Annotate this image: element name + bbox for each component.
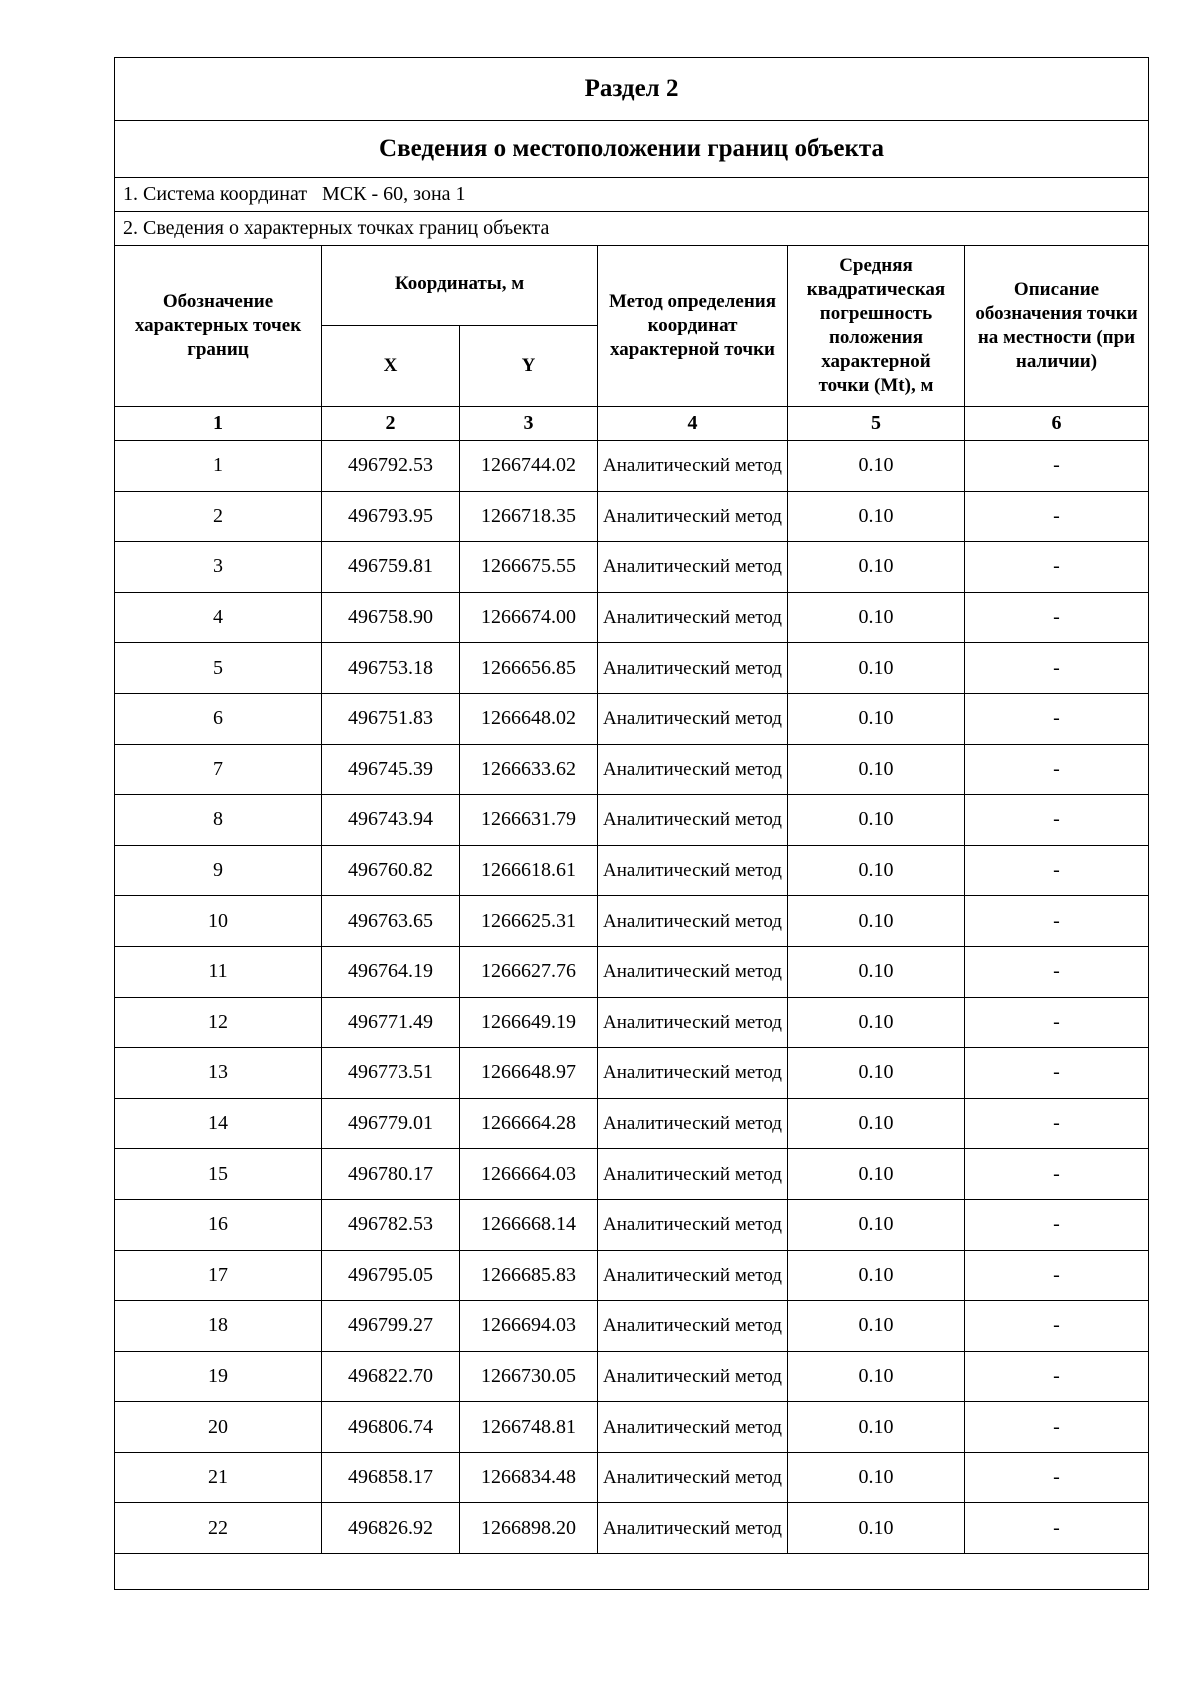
point-number-cell: 19 <box>115 1351 322 1402</box>
error-cell: 0.10 <box>788 643 965 694</box>
table-row <box>115 896 1149 947</box>
description-cell: - <box>965 1098 1149 1149</box>
error-cell: 0.10 <box>788 1250 965 1301</box>
method-cell: Аналитический метод <box>598 1048 788 1099</box>
x-coordinate-cell: 496792.53 <box>322 441 460 492</box>
error-cell: 0.10 <box>788 441 965 492</box>
boundary-points-document <box>114 57 1149 1590</box>
y-coordinate-cell: 1266633.62 <box>460 744 598 795</box>
method-cell: Аналитический метод <box>598 592 788 643</box>
empty-row <box>115 1554 1149 1590</box>
point-number-cell: 8 <box>115 795 322 846</box>
point-number-cell: 4 <box>115 592 322 643</box>
description-cell: - <box>965 1250 1149 1301</box>
description-cell: - <box>965 1149 1149 1200</box>
table-row <box>115 1048 1149 1099</box>
error-cell: 0.10 <box>788 592 965 643</box>
point-number-cell: 18 <box>115 1301 322 1352</box>
point-number-cell: 7 <box>115 744 322 795</box>
y-coordinate-cell: 1266648.02 <box>460 693 598 744</box>
description-cell: - <box>965 491 1149 542</box>
method-cell: Аналитический метод <box>598 491 788 542</box>
description-cell: - <box>965 1351 1149 1402</box>
column-number-row <box>115 407 1149 441</box>
description-cell: - <box>965 1402 1149 1453</box>
table-row <box>115 946 1149 997</box>
point-number-cell: 20 <box>115 1402 322 1453</box>
error-cell: 0.10 <box>788 1351 965 1402</box>
description-cell: - <box>965 1048 1149 1099</box>
x-coordinate-cell: 496782.53 <box>322 1199 460 1250</box>
table-row <box>115 997 1149 1048</box>
x-coordinate-cell: 496745.39 <box>322 744 460 795</box>
x-coordinate-cell: 496799.27 <box>322 1301 460 1352</box>
table-row <box>115 1452 1149 1503</box>
point-number-cell: 2 <box>115 491 322 542</box>
error-cell: 0.10 <box>788 896 965 947</box>
error-cell: 0.10 <box>788 997 965 1048</box>
y-coordinate-cell: 1266685.83 <box>460 1250 598 1301</box>
y-coordinate-cell: 1266898.20 <box>460 1503 598 1554</box>
table-row <box>115 1402 1149 1453</box>
y-coordinate-cell: 1266625.31 <box>460 896 598 947</box>
table-row <box>115 1301 1149 1352</box>
table-row <box>115 795 1149 846</box>
method-cell: Аналитический метод <box>598 795 788 846</box>
y-coordinate-cell: 1266718.35 <box>460 491 598 542</box>
x-coordinate-cell: 496760.82 <box>322 845 460 896</box>
x-coordinate-cell: 496806.74 <box>322 1402 460 1453</box>
error-cell: 0.10 <box>788 1503 965 1554</box>
column-number: 3 <box>460 407 598 441</box>
x-coordinate-cell: 496780.17 <box>322 1149 460 1200</box>
y-coordinate-cell: 1266618.61 <box>460 845 598 896</box>
table-row <box>115 643 1149 694</box>
y-coordinate-cell: 1266627.76 <box>460 946 598 997</box>
method-cell: Аналитический метод <box>598 1250 788 1301</box>
error-cell: 0.10 <box>788 491 965 542</box>
point-number-cell: 17 <box>115 1250 322 1301</box>
description-cell: - <box>965 693 1149 744</box>
description-cell: - <box>965 542 1149 593</box>
x-coordinate-cell: 496858.17 <box>322 1452 460 1503</box>
error-cell: 0.10 <box>788 845 965 896</box>
column-number: 2 <box>322 407 460 441</box>
table-row <box>115 845 1149 896</box>
method-cell: Аналитический метод <box>598 1351 788 1402</box>
table-row <box>115 1199 1149 1250</box>
x-coordinate-cell: 496773.51 <box>322 1048 460 1099</box>
method-cell: Аналитический метод <box>598 946 788 997</box>
description-cell: - <box>965 744 1149 795</box>
method-cell: Аналитический метод <box>598 1301 788 1352</box>
point-number-cell: 1 <box>115 441 322 492</box>
description-cell: - <box>965 1452 1149 1503</box>
header-method: Метод определения координат характерной точки <box>598 246 788 407</box>
error-cell: 0.10 <box>788 1301 965 1352</box>
description-cell: - <box>965 946 1149 997</box>
x-coordinate-cell: 496764.19 <box>322 946 460 997</box>
error-cell: 0.10 <box>788 1199 965 1250</box>
header-y: Y <box>460 326 598 407</box>
header-designation: Обозначение характерных точек границ <box>115 246 322 407</box>
y-coordinate-cell: 1266664.28 <box>460 1098 598 1149</box>
x-coordinate-cell: 496795.05 <box>322 1250 460 1301</box>
point-number-cell: 13 <box>115 1048 322 1099</box>
y-coordinate-cell: 1266656.85 <box>460 643 598 694</box>
y-coordinate-cell: 1266631.79 <box>460 795 598 846</box>
method-cell: Аналитический метод <box>598 542 788 593</box>
y-coordinate-cell: 1266668.14 <box>460 1199 598 1250</box>
description-cell: - <box>965 997 1149 1048</box>
method-cell: Аналитический метод <box>598 845 788 896</box>
header-x: X <box>322 326 460 407</box>
table-row <box>115 542 1149 593</box>
error-cell: 0.10 <box>788 1048 965 1099</box>
error-cell: 0.10 <box>788 1098 965 1149</box>
method-cell: Аналитический метод <box>598 997 788 1048</box>
error-cell: 0.10 <box>788 946 965 997</box>
description-cell: - <box>965 1301 1149 1352</box>
point-number-cell: 16 <box>115 1199 322 1250</box>
error-cell: 0.10 <box>788 542 965 593</box>
method-cell: Аналитический метод <box>598 744 788 795</box>
table-row <box>115 1351 1149 1402</box>
y-coordinate-cell: 1266674.00 <box>460 592 598 643</box>
method-cell: Аналитический метод <box>598 1098 788 1149</box>
x-coordinate-cell: 496826.92 <box>322 1503 460 1554</box>
x-coordinate-cell: 496763.65 <box>322 896 460 947</box>
x-coordinate-cell: 496758.90 <box>322 592 460 643</box>
table-row <box>115 1503 1149 1554</box>
column-number: 6 <box>965 407 1149 441</box>
x-coordinate-cell: 496779.01 <box>322 1098 460 1149</box>
y-coordinate-cell: 1266649.19 <box>460 997 598 1048</box>
x-coordinate-cell: 496771.49 <box>322 997 460 1048</box>
error-cell: 0.10 <box>788 1149 965 1200</box>
description-cell: - <box>965 1503 1149 1554</box>
point-number-cell: 5 <box>115 643 322 694</box>
description-cell: - <box>965 795 1149 846</box>
y-coordinate-cell: 1266664.03 <box>460 1149 598 1200</box>
x-coordinate-cell: 496822.70 <box>322 1351 460 1402</box>
description-cell: - <box>965 1199 1149 1250</box>
table-row <box>115 693 1149 744</box>
points-info-line: 2. Сведения о характерных точках границ объекта <box>115 212 1149 246</box>
point-number-cell: 10 <box>115 896 322 947</box>
column-number: 1 <box>115 407 322 441</box>
method-cell: Аналитический метод <box>598 643 788 694</box>
y-coordinate-cell: 1266648.97 <box>460 1048 598 1099</box>
column-number: 4 <box>598 407 788 441</box>
table-row <box>115 1098 1149 1149</box>
description-cell: - <box>965 896 1149 947</box>
x-coordinate-cell: 496743.94 <box>322 795 460 846</box>
point-number-cell: 15 <box>115 1149 322 1200</box>
error-cell: 0.10 <box>788 795 965 846</box>
method-cell: Аналитический метод <box>598 896 788 947</box>
coordinate-system-line: 1. Система координат МСК - 60, зона 1 <box>115 178 1149 212</box>
method-cell: Аналитический метод <box>598 441 788 492</box>
y-coordinate-cell: 1266730.05 <box>460 1351 598 1402</box>
table-row <box>115 441 1149 492</box>
header-error: Средняя квадратическая погрешность положения характерной точки (Mt), м <box>788 246 965 407</box>
error-cell: 0.10 <box>788 744 965 795</box>
table-row <box>115 1250 1149 1301</box>
error-cell: 0.10 <box>788 693 965 744</box>
point-number-cell: 12 <box>115 997 322 1048</box>
point-number-cell: 6 <box>115 693 322 744</box>
table-row <box>115 592 1149 643</box>
y-coordinate-cell: 1266834.48 <box>460 1452 598 1503</box>
point-number-cell: 21 <box>115 1452 322 1503</box>
description-cell: - <box>965 441 1149 492</box>
y-coordinate-cell: 1266675.55 <box>460 542 598 593</box>
empty-cell <box>115 1554 1149 1590</box>
header-coordinates: Координаты, м <box>322 246 598 326</box>
y-coordinate-cell: 1266744.02 <box>460 441 598 492</box>
table-row <box>115 1149 1149 1200</box>
point-number-cell: 9 <box>115 845 322 896</box>
document-subtitle: Сведения о местоположении границ объекта <box>115 121 1149 178</box>
method-cell: Аналитический метод <box>598 1199 788 1250</box>
method-cell: Аналитический метод <box>598 1149 788 1200</box>
x-coordinate-cell: 496753.18 <box>322 643 460 694</box>
point-number-cell: 14 <box>115 1098 322 1149</box>
x-coordinate-cell: 496751.83 <box>322 693 460 744</box>
x-coordinate-cell: 496793.95 <box>322 491 460 542</box>
method-cell: Аналитический метод <box>598 1503 788 1554</box>
x-coordinate-cell: 496759.81 <box>322 542 460 593</box>
header-description: Описание обозначения точки на местности (при наличии) <box>965 246 1149 407</box>
point-number-cell: 3 <box>115 542 322 593</box>
section-title: Раздел 2 <box>115 58 1149 121</box>
method-cell: Аналитический метод <box>598 693 788 744</box>
description-cell: - <box>965 643 1149 694</box>
y-coordinate-cell: 1266694.03 <box>460 1301 598 1352</box>
point-number-cell: 22 <box>115 1503 322 1554</box>
error-cell: 0.10 <box>788 1452 965 1503</box>
point-number-cell: 11 <box>115 946 322 997</box>
table-row <box>115 744 1149 795</box>
error-cell: 0.10 <box>788 1402 965 1453</box>
column-number: 5 <box>788 407 965 441</box>
description-cell: - <box>965 845 1149 896</box>
method-cell: Аналитический метод <box>598 1402 788 1453</box>
y-coordinate-cell: 1266748.81 <box>460 1402 598 1453</box>
description-cell: - <box>965 592 1149 643</box>
method-cell: Аналитический метод <box>598 1452 788 1503</box>
table-row <box>115 491 1149 542</box>
